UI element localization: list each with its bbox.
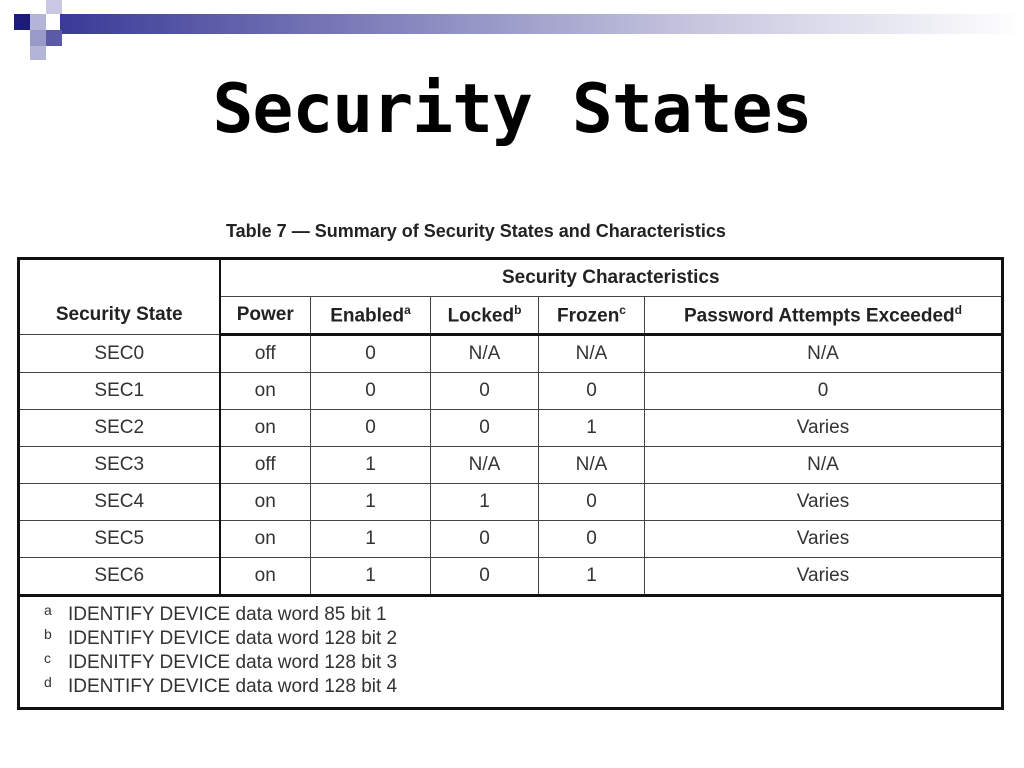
decor-square-dark <box>14 14 30 30</box>
footnote <box>44 651 1001 675</box>
cell-locked: 0 <box>431 373 539 410</box>
cell-state: SEC0 <box>19 335 220 373</box>
footnote-marker: b <box>514 302 522 317</box>
header-enabled: Enabled$^a$ <box>311 297 431 335</box>
table-header-row <box>19 259 1003 297</box>
header-power: Power <box>220 297 311 335</box>
cell-locked: 0 <box>431 558 539 596</box>
footnote-mark: c <box>44 650 51 666</box>
table-caption: Table 7 — Summary of Security States and Characteristics <box>226 221 726 241</box>
cell-power: on <box>220 373 311 410</box>
cell-locked: 1 <box>431 484 539 521</box>
cell-locked: 0 <box>431 521 539 558</box>
footnote-text: IDENTIFY DEVICE data word 85 bit 1 <box>68 604 387 625</box>
footnote-mark: a <box>44 602 52 618</box>
table-row <box>19 335 1003 373</box>
cell-power: off <box>220 447 311 484</box>
cell-enabled: 1 <box>311 521 431 558</box>
cell-frozen: 1 <box>539 558 645 596</box>
cell-power: on <box>220 521 311 558</box>
decor-square-light <box>30 46 46 60</box>
cell-enabled: 0 <box>311 410 431 447</box>
cell-enabled: 0 <box>311 335 431 373</box>
cell-enabled: 1 <box>311 484 431 521</box>
footnote-text: IDENTIFY DEVICE data word 128 bit 4 <box>68 676 398 697</box>
cell-frozen: 0 <box>539 373 645 410</box>
table-row <box>19 521 1003 558</box>
header-security-state: Security State <box>19 259 220 335</box>
cell-frozen: 0 <box>539 521 645 558</box>
cell-exceeded: N/A <box>645 335 1003 373</box>
cell-frozen: 0 <box>539 484 645 521</box>
cell-state: SEC1 <box>19 373 220 410</box>
cell-state: SEC2 <box>19 410 220 447</box>
footnote-mark: d <box>44 674 52 690</box>
cell-locked: N/A <box>431 335 539 373</box>
cell-exceeded: Varies <box>645 410 1003 447</box>
table-row <box>19 558 1003 596</box>
footnote-marker: c <box>619 302 626 317</box>
cell-power: on <box>220 410 311 447</box>
table-row <box>19 484 1003 521</box>
header-password-attempts-exceeded: Password Attempts Exceeded$^d$ <box>645 297 1003 335</box>
header-security-characteristics: Security Characteristics <box>220 259 1003 297</box>
cell-frozen: N/A <box>539 447 645 484</box>
header-locked: Locked$^b$ <box>431 297 539 335</box>
cell-enabled: 0 <box>311 373 431 410</box>
header-gradient-band <box>60 14 1024 34</box>
decor-square-light <box>30 14 46 30</box>
security-states-table <box>17 257 1004 710</box>
slide-title: Security States <box>212 70 812 149</box>
decor-square-light <box>46 0 62 14</box>
table-row <box>19 373 1003 410</box>
cell-exceeded: Varies <box>645 521 1003 558</box>
decor-square-mid <box>46 30 62 46</box>
footnote-marker: a <box>404 302 411 317</box>
header-decoration <box>0 0 1024 60</box>
footnote-text: IDENTIFY DEVICE data word 128 bit 2 <box>68 628 398 649</box>
table-row <box>19 447 1003 484</box>
cell-state: SEC4 <box>19 484 220 521</box>
footnote <box>44 627 1001 651</box>
footnote-marker: d <box>954 302 962 317</box>
footnote-text: IDENITFY DEVICE data word 128 bit 3 <box>68 652 398 673</box>
cell-locked: 0 <box>431 410 539 447</box>
footnote <box>44 603 1001 627</box>
cell-enabled: 1 <box>311 558 431 596</box>
cell-exceeded: 0 <box>645 373 1003 410</box>
cell-frozen: 1 <box>539 410 645 447</box>
footnotes <box>19 596 1003 709</box>
cell-power: on <box>220 484 311 521</box>
cell-state: SEC6 <box>19 558 220 596</box>
cell-exceeded: Varies <box>645 558 1003 596</box>
footnotes-row <box>19 596 1003 709</box>
cell-frozen: N/A <box>539 335 645 373</box>
cell-exceeded: N/A <box>645 447 1003 484</box>
cell-state: SEC5 <box>19 521 220 558</box>
header-frozen: Frozen$^c$ <box>539 297 645 335</box>
footnote <box>44 675 1001 699</box>
cell-exceeded: Varies <box>645 484 1003 521</box>
cell-power: off <box>220 335 311 373</box>
cell-enabled: 1 <box>311 447 431 484</box>
table-row <box>19 410 1003 447</box>
decor-square-mid <box>30 30 46 46</box>
cell-power: on <box>220 558 311 596</box>
cell-locked: N/A <box>431 447 539 484</box>
cell-state: SEC3 <box>19 447 220 484</box>
footnote-mark: b <box>44 626 52 642</box>
